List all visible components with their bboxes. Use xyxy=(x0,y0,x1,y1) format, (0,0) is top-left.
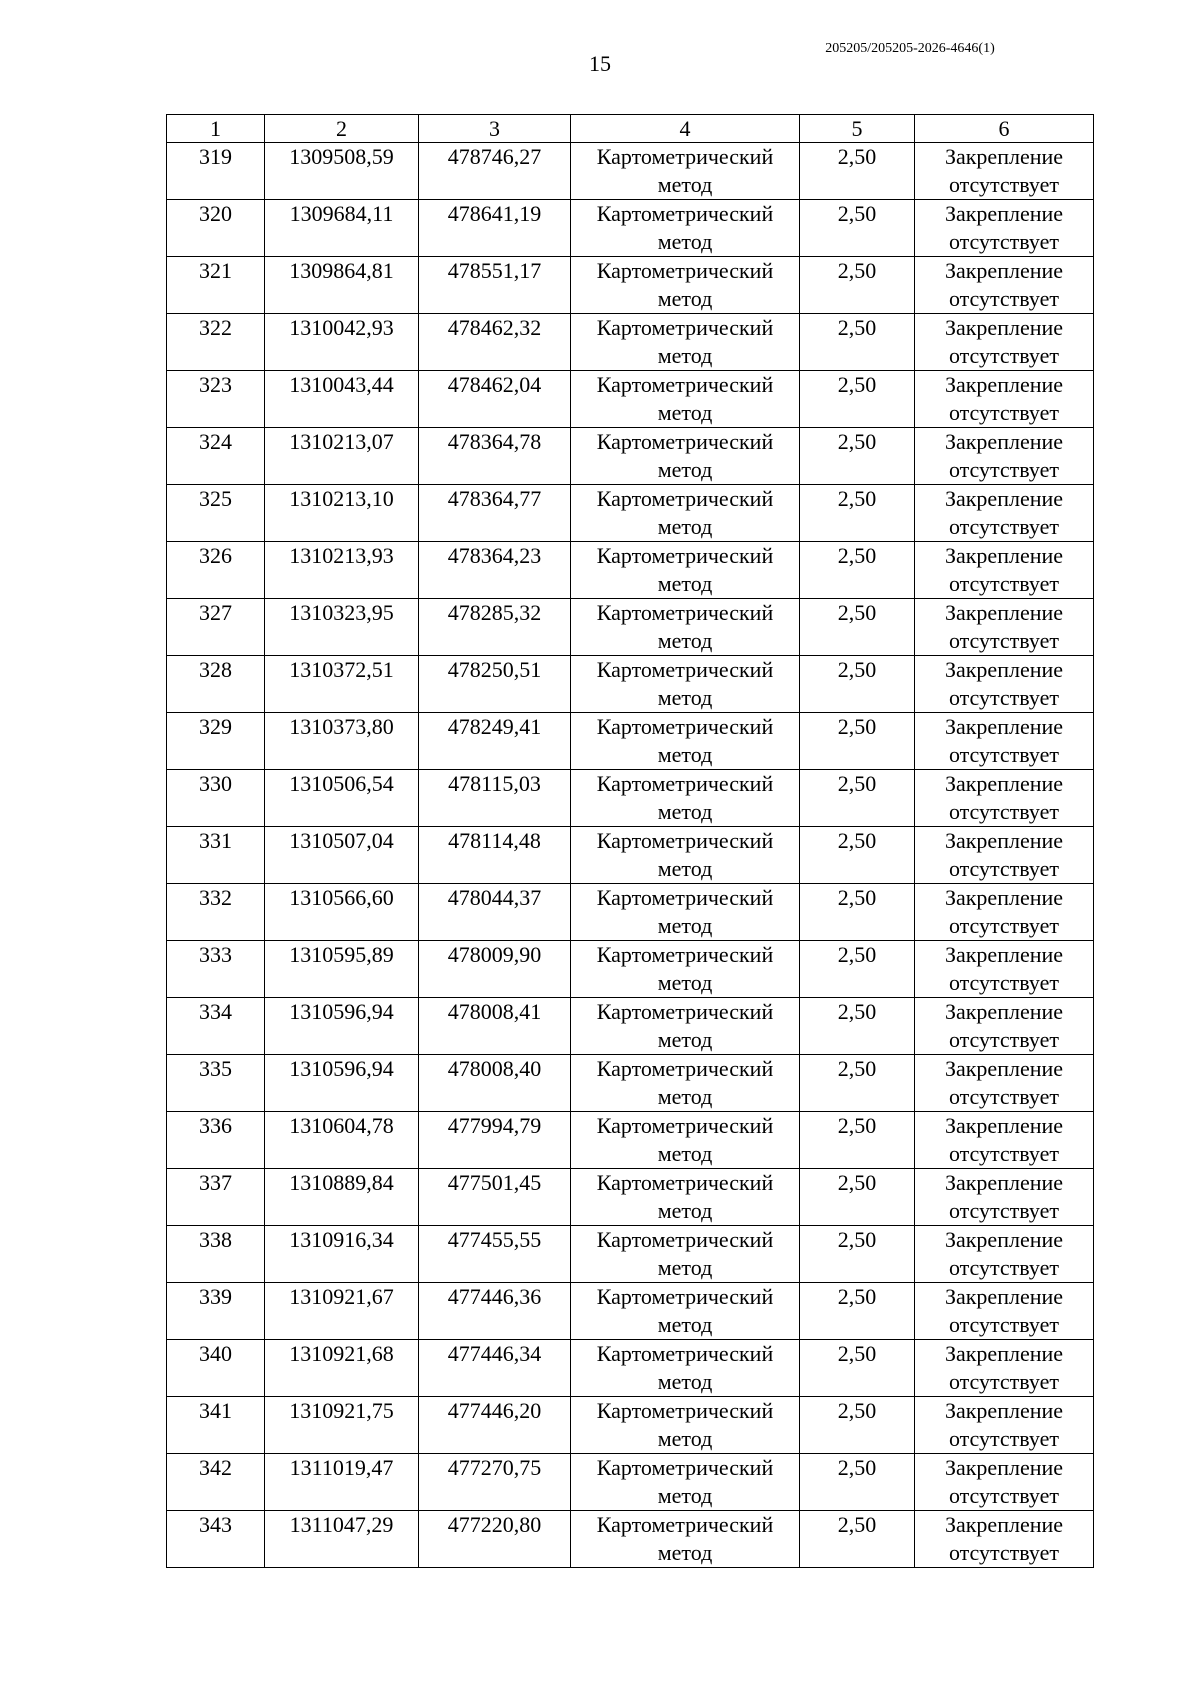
accuracy-cell: 2,50 xyxy=(800,1283,915,1340)
table-row xyxy=(167,1511,1094,1568)
accuracy-cell: 2,50 xyxy=(800,1226,915,1283)
y-coordinate-cell: 477446,34 xyxy=(419,1340,571,1397)
document-reference: 205205/205205-2026-4646(1) xyxy=(825,41,995,56)
fixation-cell: Закрепление отсутствует xyxy=(915,143,1094,200)
fixation-cell: Закрепление отсутствует xyxy=(915,200,1094,257)
y-coordinate-cell: 477446,36 xyxy=(419,1283,571,1340)
y-coordinate-cell: 478114,48 xyxy=(419,827,571,884)
accuracy-cell: 2,50 xyxy=(800,1511,915,1568)
method-cell: Картометрический метод xyxy=(571,1454,800,1511)
method-cell: Картометрический метод xyxy=(571,1283,800,1340)
method-cell: Картометрический метод xyxy=(571,485,800,542)
method-cell: Картометрический метод xyxy=(571,314,800,371)
accuracy-cell: 2,50 xyxy=(800,200,915,257)
x-coordinate-cell: 1310506,54 xyxy=(265,770,419,827)
fixation-cell: Закрепление отсутствует xyxy=(915,1511,1094,1568)
table-row xyxy=(167,599,1094,656)
table-body xyxy=(167,143,1094,1568)
x-coordinate-cell: 1310507,04 xyxy=(265,827,419,884)
method-cell: Картометрический метод xyxy=(571,941,800,998)
accuracy-cell: 2,50 xyxy=(800,1169,915,1226)
method-cell: Картометрический метод xyxy=(571,1397,800,1454)
fixation-cell: Закрепление отсутствует xyxy=(915,428,1094,485)
x-coordinate-cell: 1310921,67 xyxy=(265,1283,419,1340)
x-coordinate-cell: 1310213,93 xyxy=(265,542,419,599)
y-coordinate-cell: 478250,51 xyxy=(419,656,571,713)
x-coordinate-cell: 1310323,95 xyxy=(265,599,419,656)
fixation-cell: Закрепление отсутствует xyxy=(915,1340,1094,1397)
accuracy-cell: 2,50 xyxy=(800,371,915,428)
method-cell: Картометрический метод xyxy=(571,656,800,713)
accuracy-cell: 2,50 xyxy=(800,485,915,542)
y-coordinate-cell: 478249,41 xyxy=(419,713,571,770)
x-coordinate-cell: 1310916,34 xyxy=(265,1226,419,1283)
fixation-cell: Закрепление отсутствует xyxy=(915,1112,1094,1169)
column-header: 3 xyxy=(419,115,571,143)
y-coordinate-cell: 478462,04 xyxy=(419,371,571,428)
table-row xyxy=(167,1397,1094,1454)
point-number-cell: 327 xyxy=(167,599,265,656)
y-coordinate-cell: 477501,45 xyxy=(419,1169,571,1226)
y-coordinate-cell: 478746,27 xyxy=(419,143,571,200)
method-cell: Картометрический метод xyxy=(571,599,800,656)
accuracy-cell: 2,50 xyxy=(800,941,915,998)
x-coordinate-cell: 1310042,93 xyxy=(265,314,419,371)
fixation-cell: Закрепление отсутствует xyxy=(915,371,1094,428)
table-row xyxy=(167,941,1094,998)
table-row xyxy=(167,884,1094,941)
accuracy-cell: 2,50 xyxy=(800,770,915,827)
y-coordinate-cell: 478009,90 xyxy=(419,941,571,998)
point-number-cell: 326 xyxy=(167,542,265,599)
x-coordinate-cell: 1310921,75 xyxy=(265,1397,419,1454)
x-coordinate-cell: 1310889,84 xyxy=(265,1169,419,1226)
accuracy-cell: 2,50 xyxy=(800,143,915,200)
x-coordinate-cell: 1310921,68 xyxy=(265,1340,419,1397)
point-number-cell: 340 xyxy=(167,1340,265,1397)
fixation-cell: Закрепление отсутствует xyxy=(915,770,1094,827)
method-cell: Картометрический метод xyxy=(571,1055,800,1112)
method-cell: Картометрический метод xyxy=(571,884,800,941)
point-number-cell: 319 xyxy=(167,143,265,200)
method-cell: Картометрический метод xyxy=(571,770,800,827)
fixation-cell: Закрепление отсутствует xyxy=(915,257,1094,314)
fixation-cell: Закрепление отсутствует xyxy=(915,1169,1094,1226)
table-row xyxy=(167,542,1094,599)
method-cell: Картометрический метод xyxy=(571,428,800,485)
point-number-cell: 328 xyxy=(167,656,265,713)
page-number: 15 xyxy=(589,51,611,76)
x-coordinate-cell: 1310043,44 xyxy=(265,371,419,428)
table-row xyxy=(167,200,1094,257)
accuracy-cell: 2,50 xyxy=(800,827,915,884)
y-coordinate-cell: 478641,19 xyxy=(419,200,571,257)
x-coordinate-cell: 1310596,94 xyxy=(265,1055,419,1112)
table-row xyxy=(167,428,1094,485)
table-row xyxy=(167,1283,1094,1340)
x-coordinate-cell: 1309864,81 xyxy=(265,257,419,314)
y-coordinate-cell: 478044,37 xyxy=(419,884,571,941)
column-header: 2 xyxy=(265,115,419,143)
table-row xyxy=(167,770,1094,827)
method-cell: Картометрический метод xyxy=(571,998,800,1055)
point-number-cell: 335 xyxy=(167,1055,265,1112)
fixation-cell: Закрепление отсутствует xyxy=(915,884,1094,941)
fixation-cell: Закрепление отсутствует xyxy=(915,656,1094,713)
table-row xyxy=(167,1454,1094,1511)
y-coordinate-cell: 478285,32 xyxy=(419,599,571,656)
accuracy-cell: 2,50 xyxy=(800,713,915,770)
accuracy-cell: 2,50 xyxy=(800,1112,915,1169)
column-header: 5 xyxy=(800,115,915,143)
point-number-cell: 342 xyxy=(167,1454,265,1511)
table-row xyxy=(167,371,1094,428)
table-row xyxy=(167,656,1094,713)
method-cell: Картометрический метод xyxy=(571,143,800,200)
method-cell: Картометрический метод xyxy=(571,200,800,257)
point-number-cell: 343 xyxy=(167,1511,265,1568)
fixation-cell: Закрепление отсутствует xyxy=(915,599,1094,656)
point-number-cell: 331 xyxy=(167,827,265,884)
point-number-cell: 332 xyxy=(167,884,265,941)
column-header: 4 xyxy=(571,115,800,143)
table-row xyxy=(167,998,1094,1055)
fixation-cell: Закрепление отсутствует xyxy=(915,485,1094,542)
table-row xyxy=(167,1055,1094,1112)
method-cell: Картометрический метод xyxy=(571,827,800,884)
point-number-cell: 334 xyxy=(167,998,265,1055)
y-coordinate-cell: 477994,79 xyxy=(419,1112,571,1169)
y-coordinate-cell: 478364,23 xyxy=(419,542,571,599)
fixation-cell: Закрепление отсутствует xyxy=(915,542,1094,599)
fixation-cell: Закрепление отсутствует xyxy=(915,827,1094,884)
column-header: 6 xyxy=(915,115,1094,143)
accuracy-cell: 2,50 xyxy=(800,884,915,941)
point-number-cell: 325 xyxy=(167,485,265,542)
point-number-cell: 341 xyxy=(167,1397,265,1454)
x-coordinate-cell: 1310213,07 xyxy=(265,428,419,485)
x-coordinate-cell: 1311019,47 xyxy=(265,1454,419,1511)
x-coordinate-cell: 1311047,29 xyxy=(265,1511,419,1568)
x-coordinate-cell: 1310213,10 xyxy=(265,485,419,542)
accuracy-cell: 2,50 xyxy=(800,1340,915,1397)
fixation-cell: Закрепление отсутствует xyxy=(915,998,1094,1055)
table-row xyxy=(167,314,1094,371)
accuracy-cell: 2,50 xyxy=(800,599,915,656)
method-cell: Картометрический метод xyxy=(571,1112,800,1169)
method-cell: Картометрический метод xyxy=(571,542,800,599)
table-row xyxy=(167,1340,1094,1397)
point-number-cell: 330 xyxy=(167,770,265,827)
y-coordinate-cell: 477220,80 xyxy=(419,1511,571,1568)
x-coordinate-cell: 1310373,80 xyxy=(265,713,419,770)
y-coordinate-cell: 478364,77 xyxy=(419,485,571,542)
x-coordinate-cell: 1310595,89 xyxy=(265,941,419,998)
accuracy-cell: 2,50 xyxy=(800,257,915,314)
y-coordinate-cell: 478364,78 xyxy=(419,428,571,485)
point-number-cell: 329 xyxy=(167,713,265,770)
x-coordinate-cell: 1309684,11 xyxy=(265,200,419,257)
fixation-cell: Закрепление отсутствует xyxy=(915,1226,1094,1283)
point-number-cell: 339 xyxy=(167,1283,265,1340)
accuracy-cell: 2,50 xyxy=(800,1454,915,1511)
point-number-cell: 336 xyxy=(167,1112,265,1169)
table-row xyxy=(167,1226,1094,1283)
x-coordinate-cell: 1310566,60 xyxy=(265,884,419,941)
y-coordinate-cell: 477455,55 xyxy=(419,1226,571,1283)
accuracy-cell: 2,50 xyxy=(800,428,915,485)
y-coordinate-cell: 478115,03 xyxy=(419,770,571,827)
table-row xyxy=(167,143,1094,200)
fixation-cell: Закрепление отсутствует xyxy=(915,713,1094,770)
accuracy-cell: 2,50 xyxy=(800,998,915,1055)
method-cell: Картометрический метод xyxy=(571,371,800,428)
method-cell: Картометрический метод xyxy=(571,1226,800,1283)
table-row xyxy=(167,257,1094,314)
point-number-cell: 323 xyxy=(167,371,265,428)
point-number-cell: 322 xyxy=(167,314,265,371)
table-row xyxy=(167,713,1094,770)
x-coordinate-cell: 1309508,59 xyxy=(265,143,419,200)
y-coordinate-cell: 478551,17 xyxy=(419,257,571,314)
method-cell: Картометрический метод xyxy=(571,1340,800,1397)
fixation-cell: Закрепление отсутствует xyxy=(915,1397,1094,1454)
method-cell: Картометрический метод xyxy=(571,1169,800,1226)
method-cell: Картометрический метод xyxy=(571,713,800,770)
table-row xyxy=(167,1169,1094,1226)
method-cell: Картометрический метод xyxy=(571,1511,800,1568)
fixation-cell: Закрепление отсутствует xyxy=(915,1454,1094,1511)
table-header-row xyxy=(167,115,1094,143)
coordinates-table xyxy=(166,114,1094,1568)
y-coordinate-cell: 478008,41 xyxy=(419,998,571,1055)
x-coordinate-cell: 1310596,94 xyxy=(265,998,419,1055)
accuracy-cell: 2,50 xyxy=(800,542,915,599)
point-number-cell: 337 xyxy=(167,1169,265,1226)
point-number-cell: 320 xyxy=(167,200,265,257)
point-number-cell: 333 xyxy=(167,941,265,998)
fixation-cell: Закрепление отсутствует xyxy=(915,1055,1094,1112)
accuracy-cell: 2,50 xyxy=(800,1055,915,1112)
x-coordinate-cell: 1310372,51 xyxy=(265,656,419,713)
x-coordinate-cell: 1310604,78 xyxy=(265,1112,419,1169)
y-coordinate-cell: 477446,20 xyxy=(419,1397,571,1454)
table-row xyxy=(167,485,1094,542)
method-cell: Картометрический метод xyxy=(571,257,800,314)
accuracy-cell: 2,50 xyxy=(800,314,915,371)
fixation-cell: Закрепление отсутствует xyxy=(915,941,1094,998)
point-number-cell: 324 xyxy=(167,428,265,485)
fixation-cell: Закрепление отсутствует xyxy=(915,314,1094,371)
table-row xyxy=(167,827,1094,884)
y-coordinate-cell: 477270,75 xyxy=(419,1454,571,1511)
accuracy-cell: 2,50 xyxy=(800,656,915,713)
fixation-cell: Закрепление отсутствует xyxy=(915,1283,1094,1340)
table-row xyxy=(167,1112,1094,1169)
point-number-cell: 321 xyxy=(167,257,265,314)
y-coordinate-cell: 478008,40 xyxy=(419,1055,571,1112)
accuracy-cell: 2,50 xyxy=(800,1397,915,1454)
point-number-cell: 338 xyxy=(167,1226,265,1283)
column-header: 1 xyxy=(167,115,265,143)
y-coordinate-cell: 478462,32 xyxy=(419,314,571,371)
